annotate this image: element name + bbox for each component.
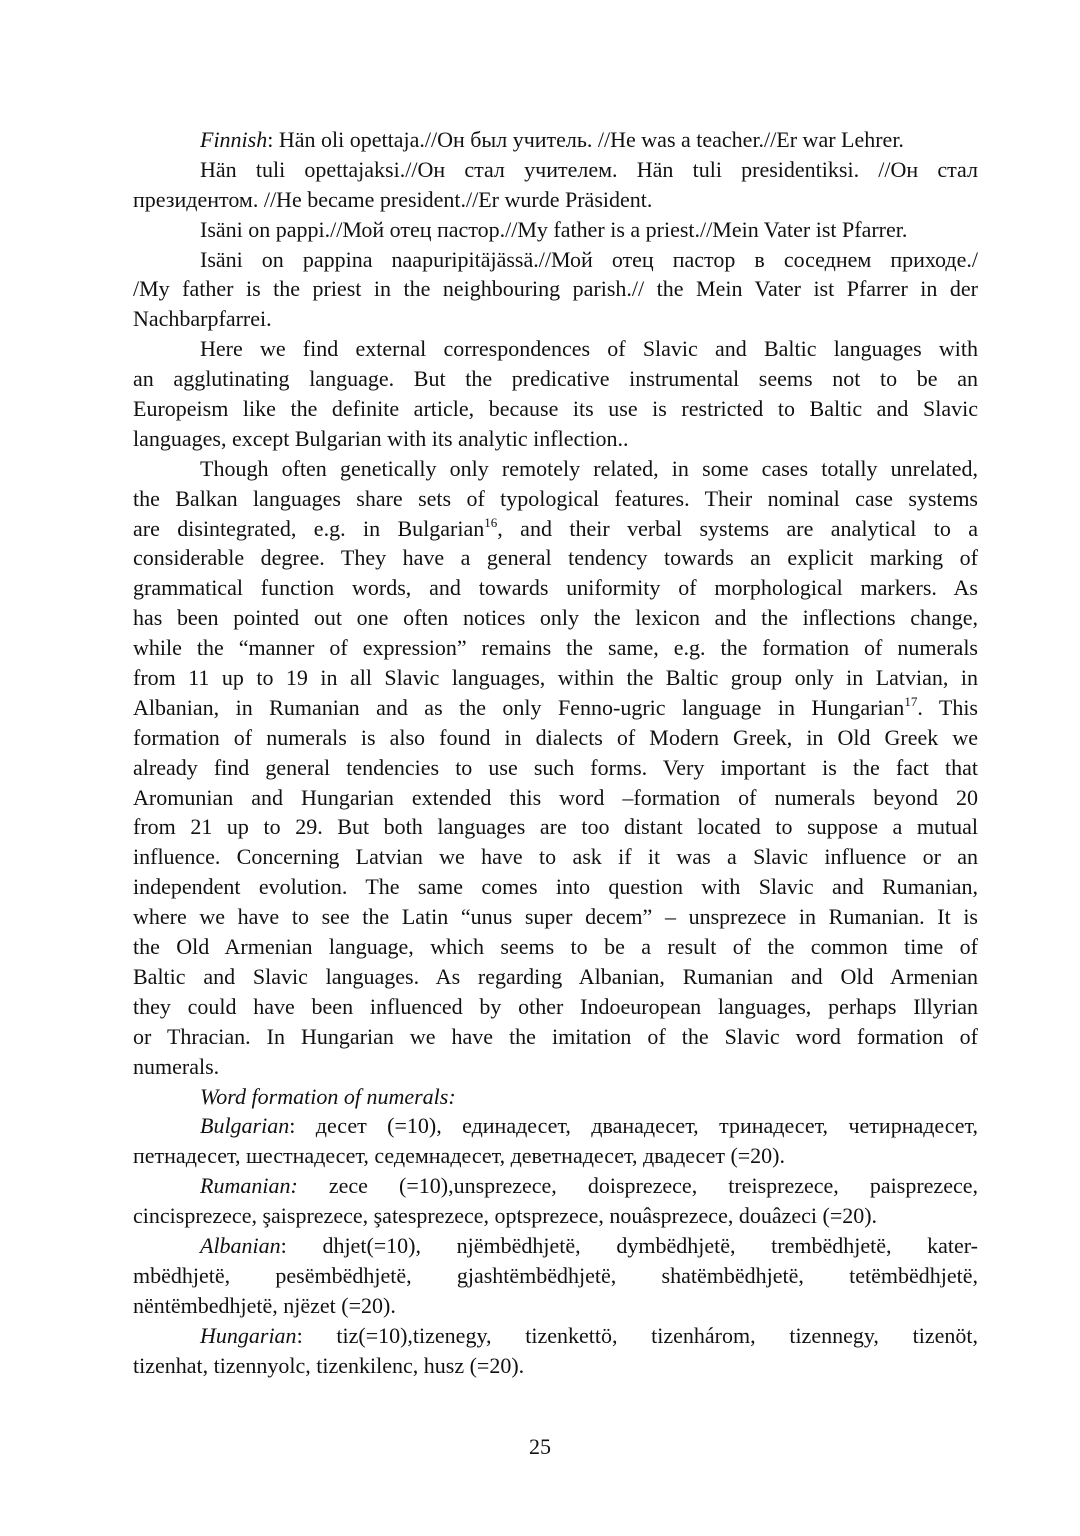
paragraph xyxy=(133,155,978,215)
text-run: Europeism like the definite article, because its use is restricted to Baltic and Slavic xyxy=(133,396,978,422)
text-line xyxy=(133,1351,978,1381)
paragraph xyxy=(133,215,978,245)
text-run: numerals. xyxy=(133,1053,220,1079)
text-line xyxy=(133,424,978,454)
text-run: президентом. //He became president.//Er wurde Präsident. xyxy=(133,186,653,212)
italic-label: Albanian xyxy=(200,1232,281,1258)
text-line xyxy=(133,723,978,753)
text-line xyxy=(133,1291,978,1321)
text-run: Baltic and Slavic languages. As regarding Albanian, Rumanian and Old Armenian xyxy=(133,963,978,989)
paragraph xyxy=(133,125,978,155)
text-run: an agglutinating language. But the predicative instrumental seems not to be an xyxy=(133,366,978,392)
text-run: Aromunian and Hungarian extended this word –formation of numerals beyond 20 xyxy=(133,784,978,810)
text-line xyxy=(133,573,978,603)
text-run: considerable degree. They have a general tendency towards an explicit marking of xyxy=(133,545,978,571)
text-line xyxy=(133,1261,978,1291)
text-run: петнадесет, шестнадесет, седемнадесет, деветнадесет, двадесет (=20). xyxy=(133,1143,786,1169)
text-run: Here we find external correspondences of Slavic and Baltic languages with xyxy=(200,336,978,362)
text-line xyxy=(133,245,978,275)
paragraph xyxy=(133,245,978,335)
text-run: has been pointed out one often notices only the lexicon and the inflections change, xyxy=(133,605,978,631)
text-line xyxy=(133,753,978,783)
text-run: nëntëmbedhjetë, njëzet (=20). xyxy=(133,1292,396,1318)
text-line xyxy=(133,1201,978,1231)
text-line xyxy=(133,962,978,992)
text-run: : десет (=10), единадесет, дванадесет, тринадесет, четирнадесет, xyxy=(289,1113,978,1139)
text-run: from 11 up to 19 in all Slavic languages, within the Baltic group only in Latvian, in xyxy=(133,665,978,691)
italic-label: Finnish xyxy=(200,127,268,152)
text-run: Isäni on pappina naapuripitäjässä.//Мой отец пастор в соседнем приходе./ xyxy=(200,246,978,272)
italic-label: Rumanian: xyxy=(200,1173,298,1199)
text-line xyxy=(133,1052,978,1082)
paragraph xyxy=(133,1082,978,1112)
text-run: are disintegrated, e.g. in Bulgarian xyxy=(133,515,485,541)
text-run: influence. Concerning Latvian we have to ask if it was a Slavic influence or an xyxy=(133,844,978,870)
text-line xyxy=(133,215,978,245)
text-run: or Thracian. In Hungarian we have the imitation of the Slavic word formation of xyxy=(133,1023,978,1049)
text-line xyxy=(133,125,978,155)
text-run: the Balkan languages share sets of typological features. Their nominal case systems xyxy=(133,485,978,511)
text-run: the Old Armenian language, which seems to be a result of the common time of xyxy=(133,934,978,960)
text-line xyxy=(133,633,978,663)
text-run: Albanian, in Rumanian and as the only Fenno-ugric language in Hungarian xyxy=(133,694,905,720)
text-run: Nachbarpfarrei. xyxy=(133,306,272,332)
document-body xyxy=(133,125,978,1380)
text-run: already find general tendencies to use such forms. Very important is the fact that xyxy=(133,754,978,780)
text-line xyxy=(133,185,978,215)
text-line xyxy=(133,1321,978,1351)
text-run: cincisprezece, şaisprezece, şatesprezece, optsprezece, nouâsprezece, douâzeci (=20). xyxy=(133,1203,878,1229)
text-run: . This xyxy=(917,694,978,720)
text-line xyxy=(133,155,978,185)
footnote-ref: 17 xyxy=(904,693,918,709)
text-line xyxy=(133,1111,978,1141)
text-run: where we have to see the Latin “unus super decem” – unsprezece in Rumanian. It is xyxy=(133,904,978,930)
text-line xyxy=(133,693,978,723)
paragraph xyxy=(133,1171,978,1231)
text-run: Though often genetically only remotely related, in some cases totally unrelated, xyxy=(200,455,978,481)
text-run: grammatical function words, and towards uniformity of morphological markers. As xyxy=(133,575,978,601)
text-line xyxy=(133,1171,978,1201)
text-line xyxy=(133,932,978,962)
text-line xyxy=(133,334,978,364)
text-run: Hän tuli opettajaksi.//Он стал учителем. Hän tuli presidentiksi. //Он стал xyxy=(200,156,978,182)
text-line xyxy=(133,663,978,693)
text-line xyxy=(133,543,978,573)
text-run: : tiz(=10),tizenegy, tizenkettö, tizenhárom, tizennegy, tizenöt, xyxy=(296,1322,978,1348)
paragraph xyxy=(133,334,978,454)
text-run: mbëdhjetë, pesëmbëdhjetë, gjashtëmbëdhjetë, shatëmbëdhjetë, tetëmbëdhjetë, xyxy=(133,1262,978,1288)
text-line xyxy=(133,1231,978,1261)
paragraph xyxy=(133,1111,978,1171)
text-line xyxy=(133,603,978,633)
text-run: , and their verbal systems are analytical to a xyxy=(497,515,978,541)
text-run: zece (=10),unsprezece, doisprezece, treisprezece, paisprezece, xyxy=(297,1173,978,1199)
text-line xyxy=(133,872,978,902)
text-run: : dhjet(=10), njëmbëdhjetë, dymbëdhjetë, trembëdhjetë, kater- xyxy=(280,1232,978,1258)
text-run: formation of numerals is also found in dialects of Modern Greek, in Old Greek we xyxy=(133,724,978,750)
footnote-ref: 16 xyxy=(484,514,498,530)
text-line xyxy=(133,783,978,813)
text-line xyxy=(133,842,978,872)
page-number: 25 xyxy=(529,1434,551,1459)
paragraph xyxy=(133,1321,978,1381)
text-line xyxy=(133,454,978,484)
text-run: independent evolution. The same comes into question with Slavic and Rumanian, xyxy=(133,874,978,900)
text-run: /My father is the priest in the neighbouring parish.// the Mein Vater ist Pfarrer in der xyxy=(133,276,978,302)
text-line xyxy=(133,1022,978,1052)
text-line xyxy=(133,364,978,394)
italic-label: Bulgarian xyxy=(200,1113,290,1139)
text-run: from 21 up to 29. But both languages are too distant located to suppose a mutual xyxy=(133,814,978,840)
paragraph xyxy=(133,454,978,1082)
italic-label: Word formation of numerals: xyxy=(200,1083,456,1109)
text-run: they could have been influenced by other Indoeuropean languages, perhaps Illyrian xyxy=(133,993,978,1019)
text-run: : Hän oli opettaja.//Он был учитель. //He was a teacher.//Er war Lehrer. xyxy=(267,127,904,152)
text-line xyxy=(133,992,978,1022)
text-run: languages, except Bulgarian with its analytic inflection.. xyxy=(133,425,629,451)
text-line xyxy=(133,304,978,334)
paragraph xyxy=(133,1231,978,1321)
text-line xyxy=(133,394,978,424)
text-line xyxy=(133,1082,978,1112)
text-line xyxy=(133,1141,978,1171)
text-line xyxy=(133,274,978,304)
text-run: while the “manner of expression” remains the same, e.g. the formation of numerals xyxy=(133,635,978,661)
text-line xyxy=(133,514,978,544)
text-run: Isäni on pappi.//Мой отец пастор.//My father is a priest.//Mein Vater ist Pfarrer. xyxy=(200,216,908,242)
italic-label: Hungarian xyxy=(200,1322,297,1348)
text-line xyxy=(133,812,978,842)
text-line xyxy=(133,484,978,514)
text-run: tizenhat, tizennyolc, tizenkilenc, husz (=20). xyxy=(133,1352,525,1378)
text-line xyxy=(133,902,978,932)
